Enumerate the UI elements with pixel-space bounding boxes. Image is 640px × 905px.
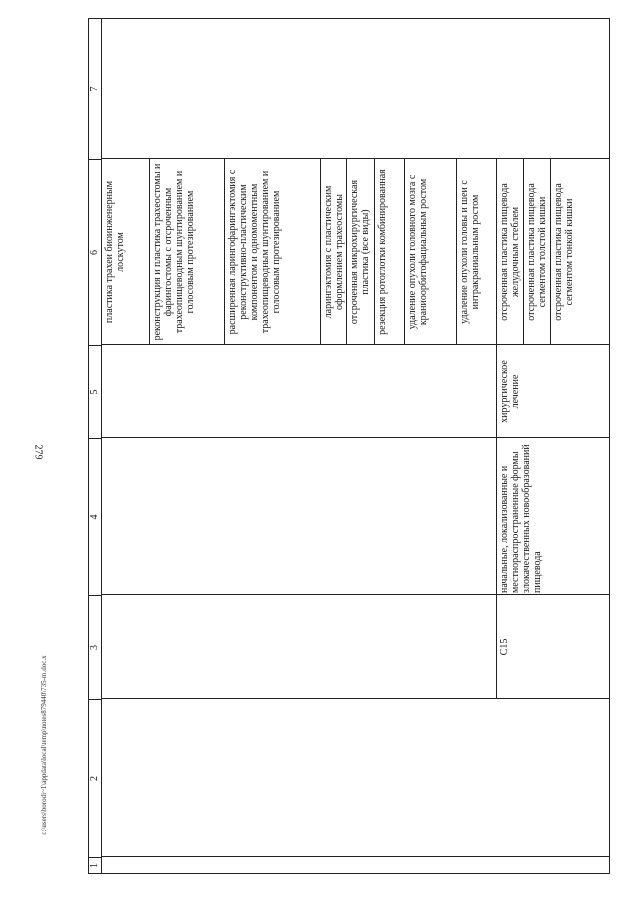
row-divider	[496, 159, 497, 699]
header-col-7: 7	[89, 86, 100, 92]
operation-item: отсроченная пластика пищевода желудочным стеблем	[499, 183, 521, 321]
page-number: 279	[32, 444, 44, 460]
operation-item: удаление опухоли головы и шеи с интракраниальным ростом	[459, 180, 481, 324]
row-divider	[404, 159, 405, 345]
row-divider	[320, 159, 321, 345]
operation-item: отсроченная пластика пищевода сегментом толстой кишки	[526, 183, 548, 321]
operation-item: ларингэктомия с пластическим оформлением трахеостомы	[323, 185, 345, 319]
header-col-2: 2	[89, 699, 101, 857]
operation-item: расширенная ларингофарингэктомия с реконструктивно-пластическим компонентом и одномоментным трахеопищеводным шунтированием и голосовым протезированием	[227, 169, 282, 335]
header-col-5: 5	[89, 345, 101, 438]
header-col-3: 3	[89, 595, 101, 699]
diagnosis-text: начальные, локализованные и местнораспространенные формы злокачественных новообразований пищевода	[499, 444, 543, 593]
medical-procedures-table	[88, 18, 610, 874]
table-viewport	[88, 18, 610, 874]
header-col-4: 4	[89, 438, 101, 595]
header-col-1: 1	[89, 857, 101, 873]
header-col-6: 6	[89, 159, 101, 345]
operation-item: отсроченная пластика пищевода сегментом тонкой кишки	[553, 183, 575, 321]
row-divider	[374, 159, 375, 345]
operation-item: удаление опухоли головного мозга с краниоорбитофациальным ростом	[407, 174, 429, 330]
operation-item: резекция ротоглотки комбинированная	[377, 169, 388, 335]
row-divider	[523, 159, 524, 345]
diagnosis-code: C15	[499, 638, 510, 656]
table-header-row	[89, 19, 102, 873]
operation-item: отсроченная микрохирургическая пластика (все виды)	[349, 179, 371, 325]
row-divider	[456, 159, 457, 345]
col-divider	[102, 698, 609, 699]
row-divider	[346, 159, 347, 345]
operation-item: реконструкция и пластика трахеостомы и фарингостомы с отсроченным трахеопищеводным шунтированием и голосовым протезированием	[152, 163, 196, 341]
row-divider	[149, 159, 150, 345]
table-body	[102, 19, 609, 873]
file-path: c:\users\borodi~1\appdata\local\temp\notes879440\735-m.doc.x	[40, 655, 48, 835]
row-divider	[224, 159, 225, 345]
row-divider	[550, 159, 551, 345]
operation-item: пластика трахеи биоинженерным лоскутом	[104, 180, 126, 324]
col-divider	[102, 856, 609, 857]
treatment-type: хирургическое лечение	[499, 360, 521, 423]
